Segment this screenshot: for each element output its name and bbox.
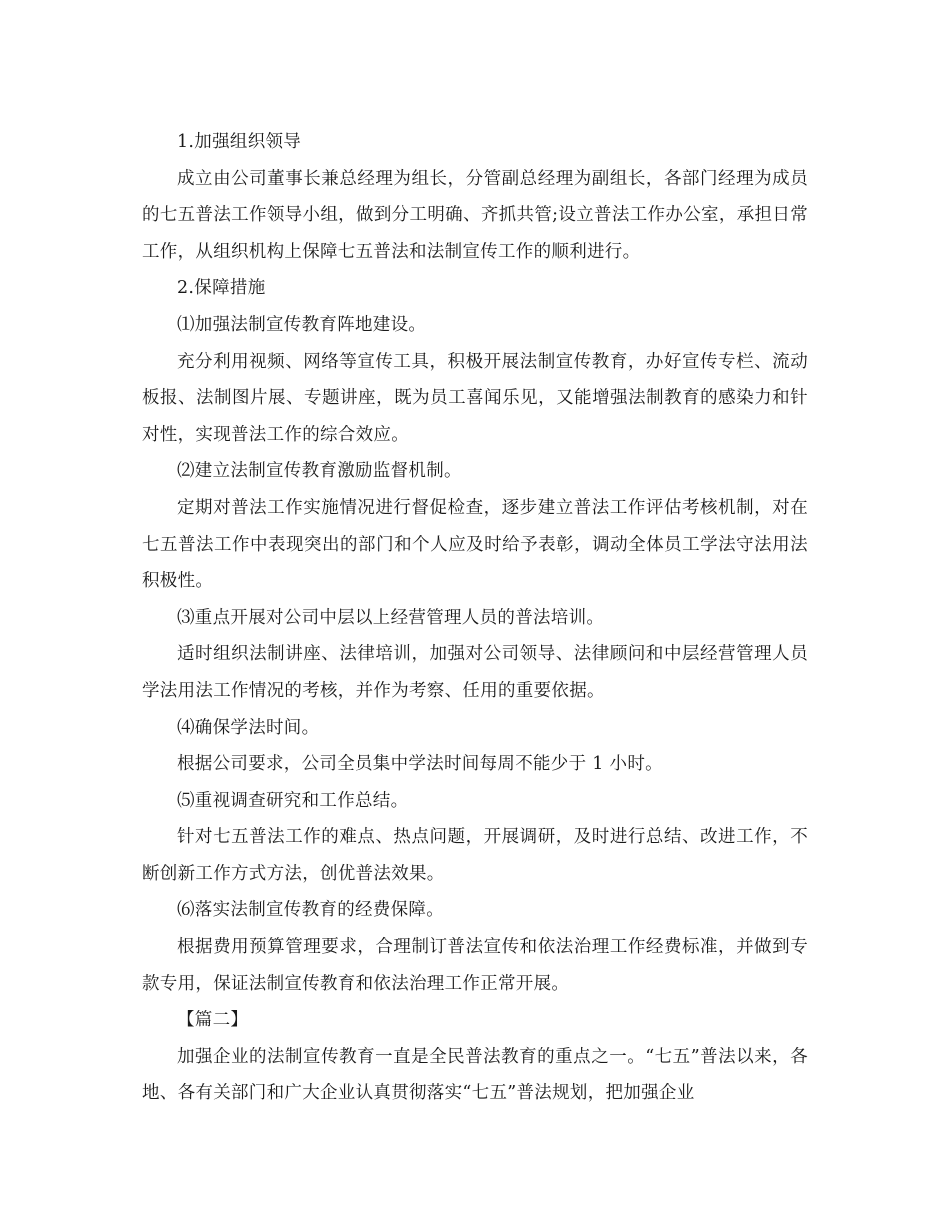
paragraph-measure-5: 针对七五普法工作的难点、热点问题，开展调研，及时进行总结、改进工作，不断创新工作方式方法，创优普法效果。 <box>142 827 808 884</box>
section-heading-part-two: 【篇二】 <box>177 1010 249 1031</box>
subheading-measure-1: ⑴加强法制宣传教育阵地建设。 <box>177 314 427 335</box>
subheading-measure-4: ⑷确保学法时间。 <box>177 717 320 738</box>
subheading-measure-6: ⑹落实法制宣传教育的经费保障。 <box>177 900 444 921</box>
paragraph-leadership-group: 成立由公司董事长兼总经理为组长，分管副总经理为副组长，各部门经理为成员的七五普法工作领导小组，做到分工明确、齐抓共管;设立普法工作办公室，承担日常工作，从组织机构上保障七五普法和法制宣传工作的顺利进行。 <box>142 168 808 262</box>
heading-safeguard-measures: 2.保障措施 <box>177 278 266 299</box>
paragraph-measure-2: 定期对普法工作实施情况进行督促检查，逐步建立普法工作评估考核机制，对在七五普法工作中表现突出的部门和个人应及时给予表彰，调动全体员工学法守法用法积极性。 <box>142 497 808 592</box>
paragraph-part-two-intro: 加强企业的法制宣传教育一直是全民普法教育的重点之一。“七五”普法以来，各地、各有关部门和广大企业认真贯彻落实“七五”普法规划，把加强企业 <box>142 1046 808 1104</box>
paragraph-measure-4: 根据公司要求，公司全员集中学法时间每周不能少于 1 小时。 <box>177 754 663 775</box>
heading-strengthen-leadership: 1.加强组织领导 <box>177 132 302 152</box>
subheading-measure-5: ⑸重视调查研究和工作总结。 <box>177 790 409 811</box>
subheading-measure-3: ⑶重点开展对公司中层以上经营管理人员的普法培训。 <box>177 607 605 628</box>
paragraph-measure-6: 根据费用预算管理要求，合理制订普法宣传和依法治理工作经费标准，并做到专款专用，保证法制宣传教育和依法治理工作正常开展。 <box>142 937 808 994</box>
paragraph-measure-1: 充分利用视频、网络等宣传工具，积极开展法制宣传教育，办好宣传专栏、流动板报、法制图片展、专题讲座，既为员工喜闻乐见，又能增强法制教育的感染力和针对性，实现普法工作的综合效应。 <box>142 351 808 445</box>
paragraph-measure-3: 适时组织法制讲座、法律培训，加强对公司领导、法律顾问和中层经营管理人员学法用法工作情况的考核，并作为考察、任用的重要依据。 <box>142 644 808 701</box>
document-body <box>142 124 808 1112</box>
subheading-measure-2: ⑵建立法制宣传教育激励监督机制。 <box>177 461 462 482</box>
